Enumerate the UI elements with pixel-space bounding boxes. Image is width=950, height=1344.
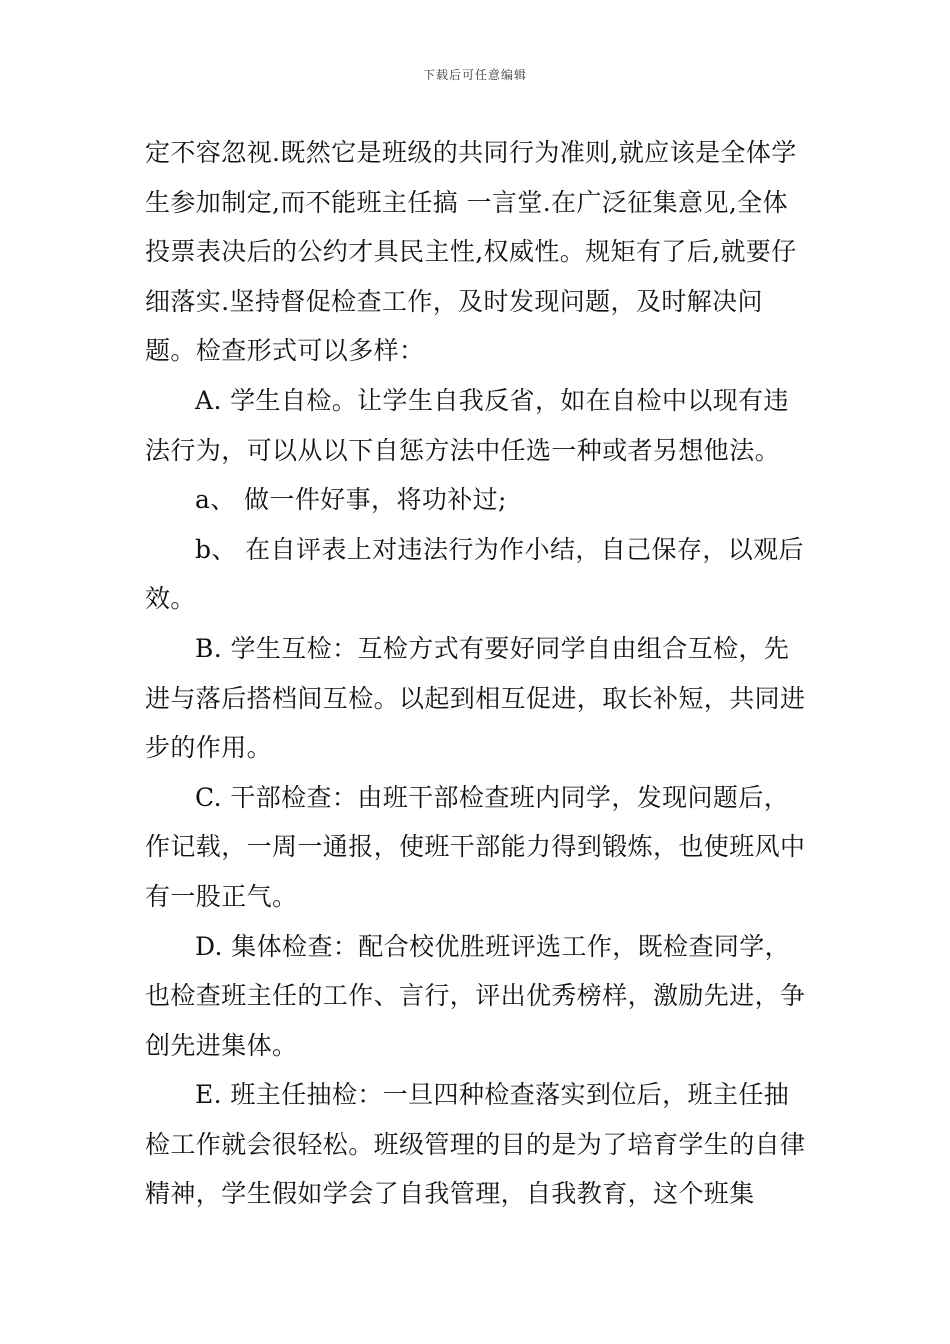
paragraph-1: 定不容忽视.既然它是班级的共同行为准则,就应该是全体学生参加制定,而不能班主任搞 一言堂.在广泛征集意见,全体投票表决后的公约才具民主性,权威性。规矩有了后,就要仔细落实.坚持督促检查工作，及时发现问题，及时解决问题。检查形式可以多样： xyxy=(145,138,797,366)
paragraph-item-e: E. 班主任抽检：一旦四种检查落实到位后，班主任抽检工作就会很轻松。班级管理的目的是为了培育学生的自律精神，学生假如学会了自我管理，自我教育，这个班集 xyxy=(145,1080,806,1209)
paragraph-item-a-upper: A. 学生自检。让学生自我反省，如在自检中以现有违法行为，可以从以下自惩方法中任选一种或者另想他法。 xyxy=(145,385,789,465)
document-body xyxy=(145,128,810,1219)
paragraph-item-d: D. 集体检查：配合校优胜班评选工作，既检查同学，也检查班主任的工作、言行，评出优秀榜样，激励先进，争创先进集体。 xyxy=(145,931,806,1060)
page-header: 下载后可任意编辑 xyxy=(422,68,527,82)
paragraph-item-b-lower: b、 在自评表上对违法行为作小结，自己保存，以观后效。 xyxy=(145,534,804,614)
paragraph-item-b-upper: B. 学生互检：互检方式有要好同学自由组合互检，先进与落后搭档间互检。以起到相互促进，取长补短，共同进步的作用。 xyxy=(145,633,806,763)
paragraph-item-a-lower: a、 做一件好事，将功补过; xyxy=(195,485,507,515)
paragraph-item-c: C. 干部检查：由班干部检查班内同学，发现问题后，作记载，一周一通报，使班干部能力得到锻炼，也使班风中有一股正气。 xyxy=(145,782,806,911)
